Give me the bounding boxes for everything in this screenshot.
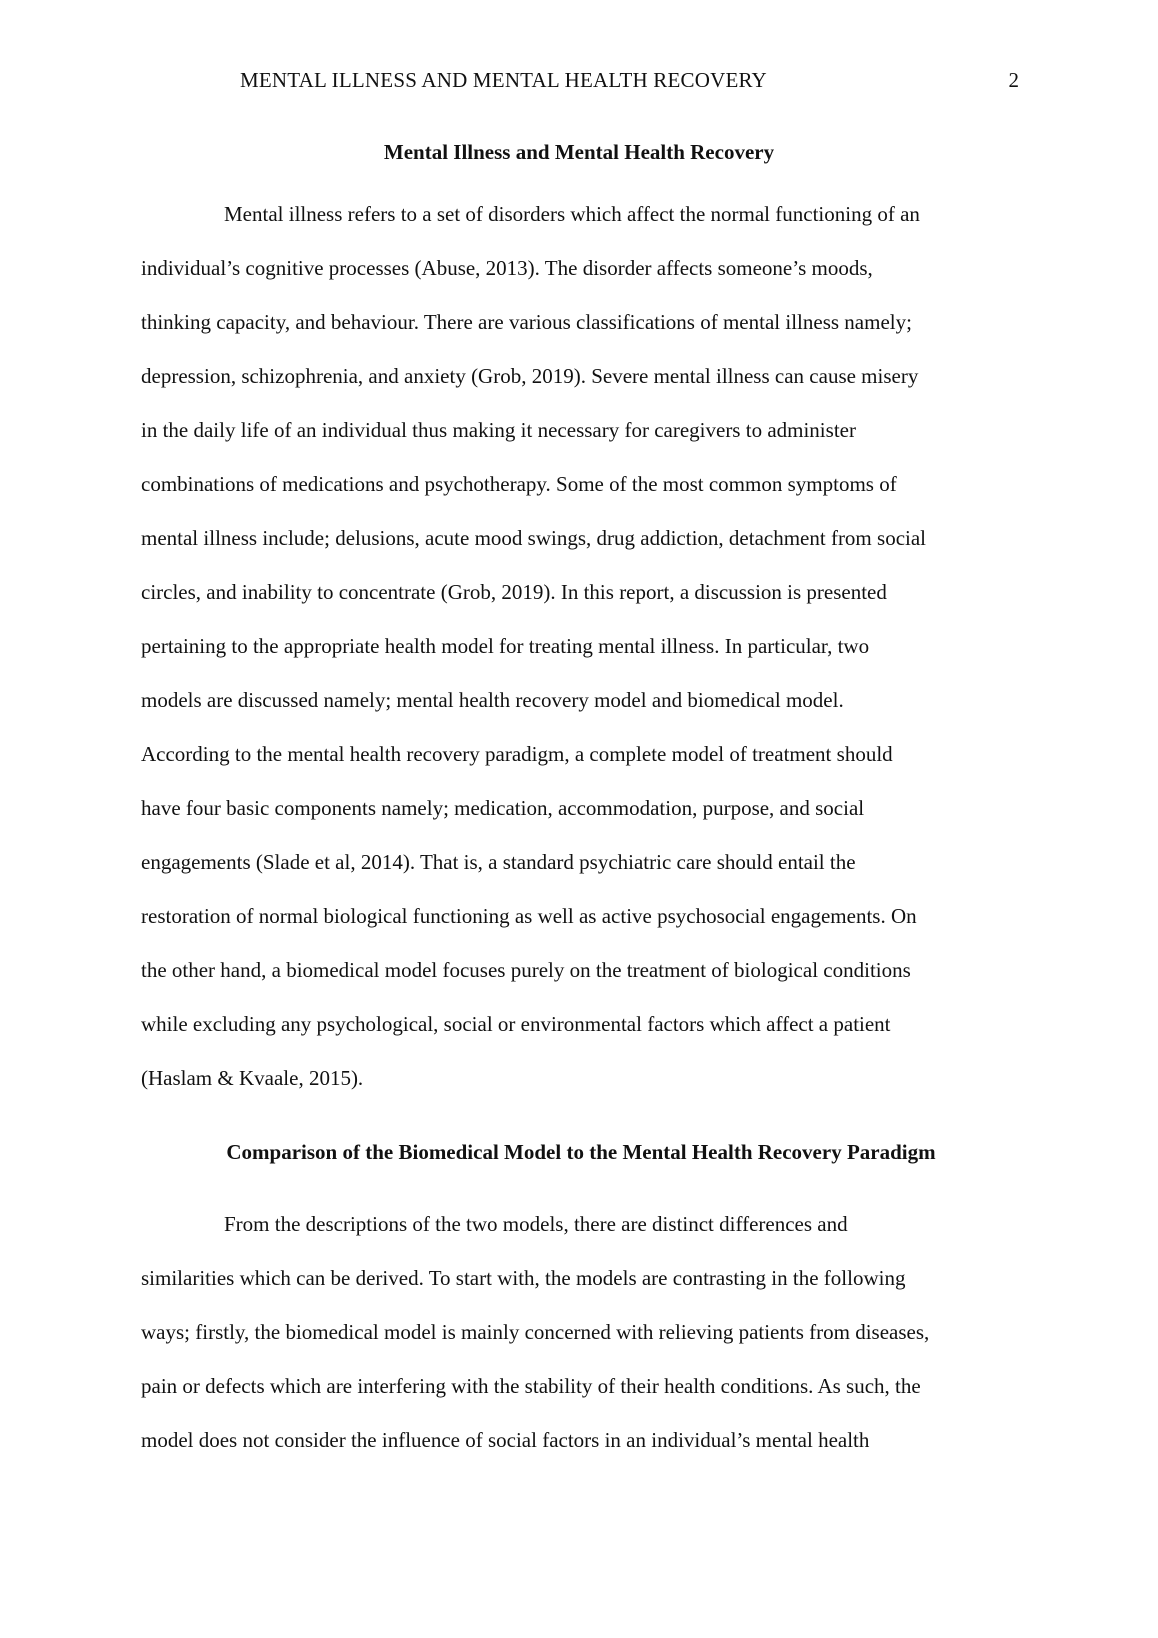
paragraph-line: model does not consider the influence of social factors in an individual’s mental health	[141, 1428, 870, 1452]
paragraph-line: circles, and inability to concentrate (Grob, 2019). In this report, a discussion is presented	[141, 580, 887, 604]
paragraph-line: restoration of normal biological functioning as well as active psychosocial engagements. On	[141, 904, 917, 928]
paragraph-line: while excluding any psychological, social or environmental factors which affect a patient	[141, 1012, 891, 1036]
paragraph-line: (Haslam & Kvaale, 2015).	[141, 1066, 364, 1090]
paragraph-line: models are discussed namely; mental health recovery model and biomedical model.	[141, 688, 844, 712]
paragraph-line: combinations of medications and psychotherapy. Some of the most common symptoms of	[141, 472, 897, 496]
paragraph-line: thinking capacity, and behaviour. There are various classifications of mental illness namely;	[141, 310, 912, 334]
paragraph-line: similarities which can be derived. To start with, the models are contrasting in the following	[141, 1266, 906, 1290]
paragraph-line: the other hand, a biomedical model focuses purely on the treatment of biological conditions	[141, 958, 911, 982]
paragraph-introduction	[141, 200, 1021, 1118]
page-number: 2	[1008, 68, 1019, 92]
paragraph-line: According to the mental health recovery paradigm, a complete model of treatment should	[141, 742, 893, 766]
paragraph-line: From the descriptions of the two models, there are distinct differences and	[224, 1212, 848, 1236]
document-title: Mental Illness and Mental Health Recovery	[383, 140, 775, 164]
paragraph-line: in the daily life of an individual thus making it necessary for caregivers to administer	[141, 418, 856, 442]
paragraph-line: Mental illness refers to a set of disorders which affect the normal functioning of an	[224, 202, 920, 226]
paragraph-line: pertaining to the appropriate health model for treating mental illness. In particular, two	[141, 634, 870, 658]
paragraph-line: depression, schizophrenia, and anxiety (Grob, 2019). Severe mental illness can cause misery	[141, 364, 919, 388]
paragraph-line: engagements (Slade et al, 2014). That is, a standard psychiatric care should entail the	[141, 850, 856, 874]
paragraph-line: ways; firstly, the biomedical model is mainly concerned with relieving patients from diseases,	[141, 1320, 930, 1344]
paragraph-line: have four basic components namely; medication, accommodation, purpose, and social	[141, 796, 865, 820]
paragraph-line: mental illness include; delusions, acute mood swings, drug addiction, detachment from social	[141, 526, 926, 550]
paragraph-line: individual’s cognitive processes (Abuse, 2013). The disorder affects someone’s moods,	[141, 256, 873, 280]
paragraph-comparison	[141, 1210, 1021, 1480]
section-heading: Comparison of the Biomedical Model to the Mental Health Recovery Paradigm	[226, 1140, 936, 1164]
running-head: MENTAL ILLNESS AND MENTAL HEALTH RECOVERY	[240, 68, 767, 92]
paragraph-line: pain or defects which are interfering with the stability of their health conditions. As such, the	[141, 1374, 921, 1398]
